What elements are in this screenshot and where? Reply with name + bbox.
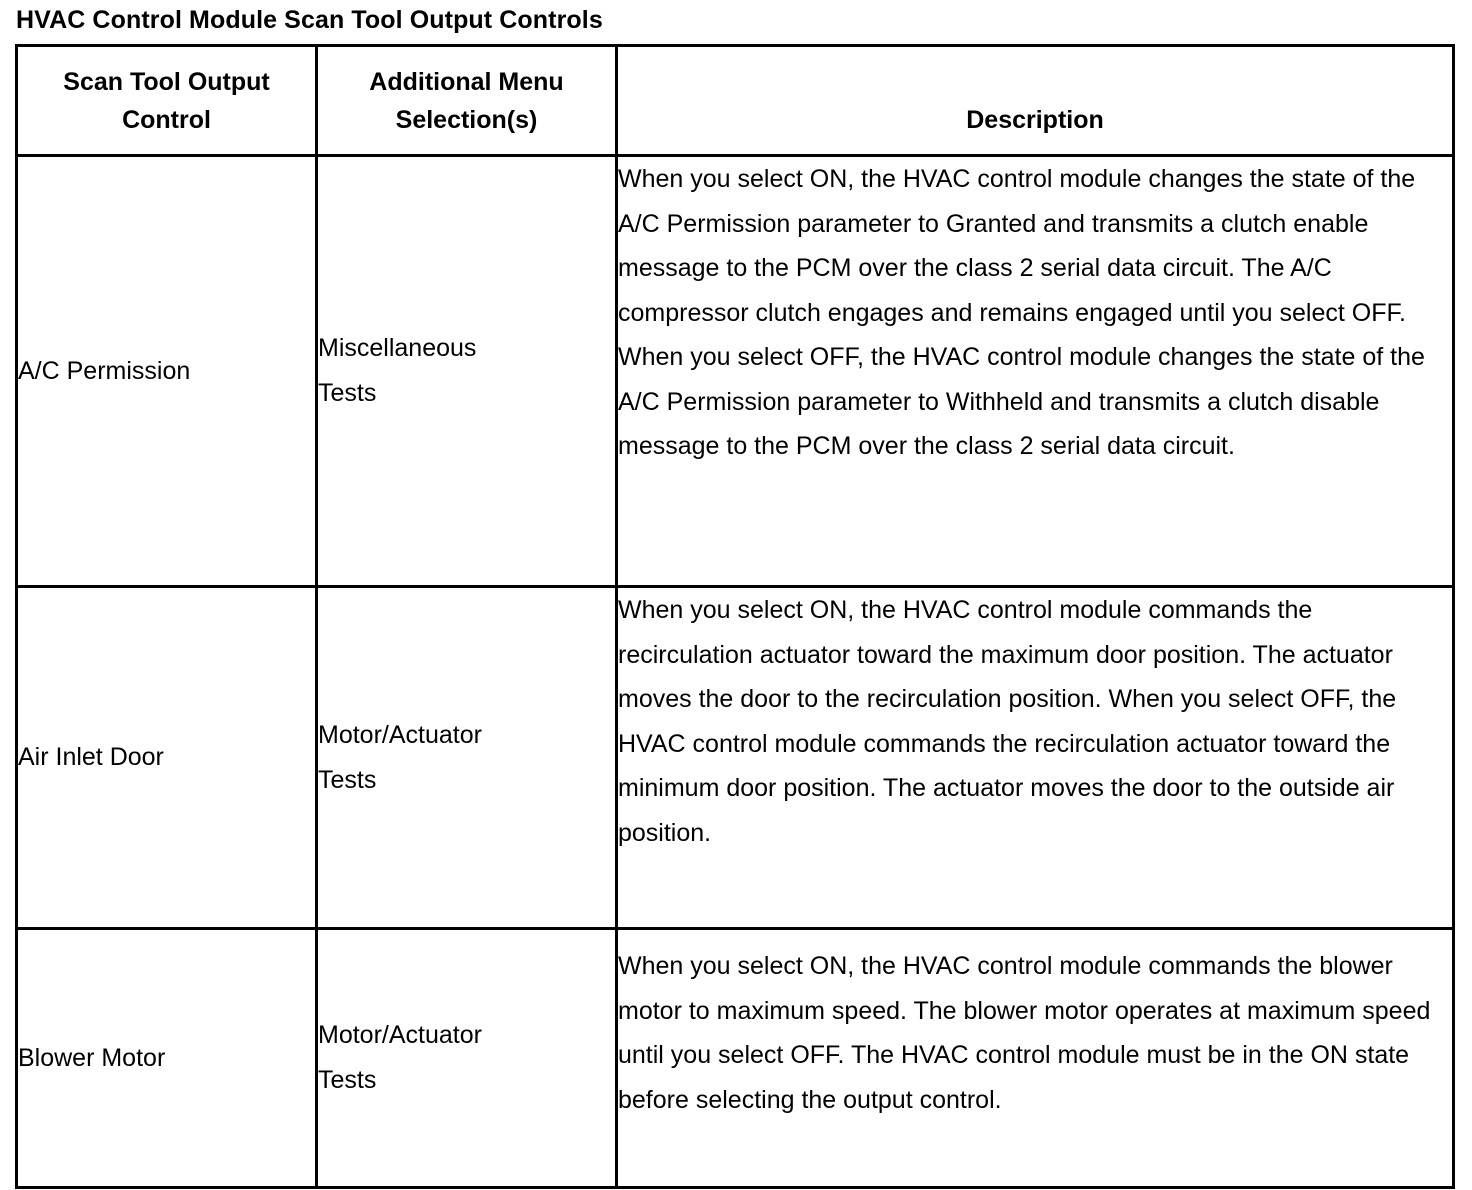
control-name-cell: Air Inlet Door <box>17 587 317 929</box>
table-row <box>17 587 1454 929</box>
header-description: Description <box>617 46 1454 156</box>
description-cell: When you select ON, the HVAC control module changes the state of the A/C Permission parameter to Granted and transmits a clutch enable message to the PCM over the class 2 serial data circuit. The A/C compressor clutch engages and remains engaged until you select OFF. When you select OFF, the HVAC control module changes the state of the A/C Permission parameter to Withheld and transmits a clutch disable message to the PCM over the class 2 serial data circuit. <box>617 156 1454 587</box>
menu-selection-text: Motor/Actuator Tests <box>318 1021 482 1094</box>
menu-selection-cell <box>317 156 617 587</box>
header-control: Scan Tool Output Control <box>17 46 317 156</box>
menu-selection-text: Motor/Actuator Tests <box>318 720 482 794</box>
table-row <box>17 156 1454 587</box>
header-menu: Additional Menu Selection(s) <box>317 46 617 156</box>
control-name-cell: A/C Permission <box>17 156 317 587</box>
table-row <box>17 929 1454 1188</box>
description-cell: When you select ON, the HVAC control module commands the recirculation actuator toward the maximum door position. The actuator moves the door to the recirculation position. When you select OFF, the HVAC control module commands the recirculation actuator toward the minimum door position. The actuator moves the door to the outside air position. <box>617 587 1454 929</box>
menu-selection-cell <box>317 587 617 929</box>
menu-selection-cell <box>317 929 617 1188</box>
table-header-row <box>17 46 1454 156</box>
output-controls-table <box>15 44 1455 1189</box>
menu-selection-text: Miscellaneous Tests <box>318 334 477 407</box>
description-cell: When you select ON, the HVAC control module commands the blower motor to maximum speed. The blower motor operates at maximum speed until you select OFF. The HVAC control module must be in the ON state before selecting the output control. <box>617 929 1454 1188</box>
page-title: HVAC Control Module Scan Tool Output Controls <box>16 6 603 34</box>
control-name-cell: Blower Motor <box>17 929 317 1188</box>
